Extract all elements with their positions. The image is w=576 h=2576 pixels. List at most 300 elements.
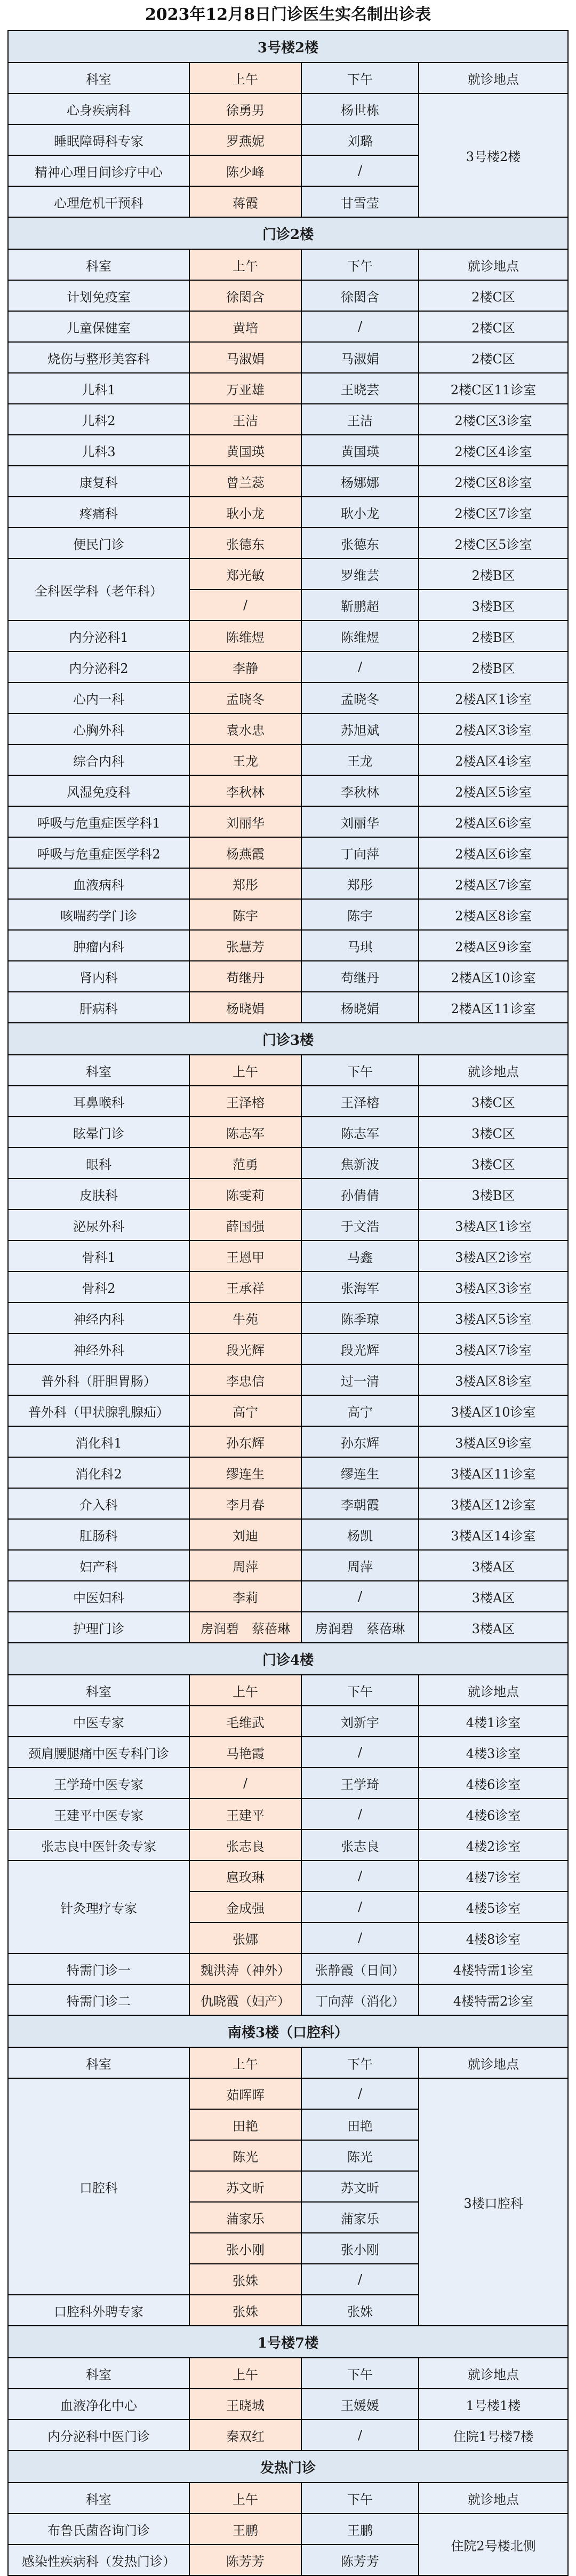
pm-doctor-cell: 丁向萍: [301, 837, 419, 868]
location-cell: 4楼1诊室: [419, 1706, 568, 1737]
location-cell: 3楼A区14诊室: [419, 1519, 568, 1550]
table-row: [8, 466, 568, 497]
am-doctor-cell: 张姝: [189, 2295, 301, 2326]
pm-doctor-cell: 缪连生: [301, 1457, 419, 1488]
table-row: [8, 435, 568, 466]
pm-doctor-cell: 王媛媛: [301, 2389, 419, 2420]
table-row: [8, 1271, 568, 1302]
pm-doctor-cell: 李朝霞: [301, 1488, 419, 1519]
am-doctor-cell: 张姝: [189, 2264, 301, 2295]
location-cell: 住院2号楼北侧: [419, 2514, 568, 2575]
schedule-body: [8, 30, 568, 2575]
table-row: [8, 1519, 568, 1550]
am-doctor-cell: 李秋林: [189, 775, 301, 806]
am-doctor-cell: 耿小龙: [189, 497, 301, 528]
am-doctor-cell: 陈雯莉: [189, 1179, 301, 1210]
pm-doctor-cell: 马淑娟: [301, 342, 419, 373]
location-cell: 3楼A区2诊室: [419, 1241, 568, 1271]
dept-cell: 王学琦中医专家: [8, 1768, 189, 1799]
am-doctor-cell: 郑光敏: [189, 559, 301, 590]
pm-doctor-cell: 丁向萍（消化）: [301, 1984, 419, 2015]
am-doctor-cell: 张德东: [189, 528, 301, 559]
pm-doctor-cell: 杨晓娟: [301, 992, 419, 1023]
pm-doctor-cell: 王鹏: [301, 2514, 419, 2545]
am-doctor-cell: 苏文昕: [189, 2171, 301, 2202]
pm-doctor-cell: 靳鹏超: [301, 590, 419, 621]
location-cell: 2楼A区4诊室: [419, 744, 568, 775]
dept-cell: 消化科1: [8, 1426, 189, 1457]
column-header-row: [8, 1675, 568, 1706]
dept-cell: 心身疾病科: [8, 93, 189, 124]
location-cell: 4楼7诊室: [419, 1861, 568, 1891]
dept-cell: 中医妇科: [8, 1581, 189, 1612]
table-row: [8, 1581, 568, 1612]
dept-cell: 综合内科: [8, 744, 189, 775]
am-doctor-cell: 袁水忠: [189, 713, 301, 744]
am-doctor-cell: 蒋霞: [189, 186, 301, 217]
location-cell: 3楼A区9诊室: [419, 1426, 568, 1457]
am-doctor-cell: 周萍: [189, 1550, 301, 1581]
pm-doctor-cell: 郑彤: [301, 868, 419, 899]
am-doctor-cell: 李静: [189, 651, 301, 682]
header-loc: 就诊地点: [419, 2483, 568, 2514]
location-cell: 4楼特需2诊室: [419, 1984, 568, 2015]
am-doctor-cell: 万亚雄: [189, 373, 301, 404]
dept-cell: 布鲁氏菌咨询门诊: [8, 2514, 189, 2545]
dept-cell: 消化科2: [8, 1457, 189, 1488]
dept-cell: 内分泌科2: [8, 651, 189, 682]
location-cell: 3楼B区: [419, 590, 568, 621]
section-header: [8, 1023, 568, 1055]
header-loc: 就诊地点: [419, 2358, 568, 2389]
dept-cell: 血液净化中心: [8, 2389, 189, 2420]
am-doctor-cell: 陈光: [189, 2140, 301, 2171]
table-row: [8, 1706, 568, 1737]
section-title: 南楼3楼（口腔科）: [8, 2015, 568, 2047]
schedule-table: [7, 30, 569, 2576]
location-cell: 3楼口腔科: [419, 2078, 568, 2326]
dept-cell: 呼吸与危重症医学科2: [8, 837, 189, 868]
location-cell: 3楼C区: [419, 1148, 568, 1179]
location-cell: 2楼C区4诊室: [419, 435, 568, 466]
table-row: [8, 2420, 568, 2451]
am-doctor-cell: 马淑娟: [189, 342, 301, 373]
dept-cell: 肛肠科: [8, 1519, 189, 1550]
dept-cell: 妇产科: [8, 1550, 189, 1581]
pm-doctor-cell: 甘雪莹: [301, 186, 419, 217]
dept-cell: 王建平中医专家: [8, 1799, 189, 1830]
section-header: [8, 2326, 568, 2358]
dept-cell: 内分泌科1: [8, 621, 189, 651]
am-doctor-cell: 王建平: [189, 1799, 301, 1830]
table-row: [8, 497, 568, 528]
table-row: [8, 651, 568, 682]
section-title: 门诊3楼: [8, 1023, 568, 1055]
am-doctor-cell: 苟继丹: [189, 961, 301, 992]
location-cell: 2楼A区9诊室: [419, 930, 568, 961]
am-doctor-cell: 王洁: [189, 404, 301, 435]
pm-doctor-cell: 刘丽华: [301, 806, 419, 837]
location-cell: 2楼B区: [419, 651, 568, 682]
am-doctor-cell: 牛苑: [189, 1302, 301, 1333]
dept-cell: 耳鼻喉科: [8, 1086, 189, 1117]
table-row: [8, 280, 568, 311]
dept-cell: 张志良中医针灸专家: [8, 1830, 189, 1861]
am-doctor-cell: 刘丽华: [189, 806, 301, 837]
am-doctor-cell: 张娜: [189, 1922, 301, 1953]
table-row: [8, 311, 568, 342]
header-loc: 就诊地点: [419, 249, 568, 280]
pm-doctor-cell: 段光辉: [301, 1333, 419, 1364]
column-header-row: [8, 2483, 568, 2514]
dept-cell: 儿科3: [8, 435, 189, 466]
section-title: 发热门诊: [8, 2451, 568, 2483]
am-doctor-cell: 陈少峰: [189, 155, 301, 186]
pm-doctor-cell: 于文浩: [301, 1210, 419, 1241]
table-row: [8, 1333, 568, 1364]
section-header: [8, 30, 568, 62]
dept-cell: 疼痛科: [8, 497, 189, 528]
pm-doctor-cell: 王晓芸: [301, 373, 419, 404]
table-row: [8, 713, 568, 744]
pm-doctor-cell: 杨世栋: [301, 93, 419, 124]
table-row: [8, 1117, 568, 1148]
pm-doctor-cell: 张姝: [301, 2295, 419, 2326]
table-row: [8, 744, 568, 775]
location-cell: 3楼A区10诊室: [419, 1395, 568, 1426]
dept-cell: 骨科2: [8, 1271, 189, 1302]
dept-cell: 内分泌科中医门诊: [8, 2420, 189, 2451]
table-row: [8, 342, 568, 373]
dept-cell: 烧伤与整形美容科: [8, 342, 189, 373]
pm-doctor-cell: /: [301, 1922, 419, 1953]
pm-doctor-cell: /: [301, 1891, 419, 1922]
header-dept: 科室: [8, 1675, 189, 1706]
dept-cell: 泌尿外科: [8, 1210, 189, 1241]
location-cell: 3楼A区: [419, 1612, 568, 1643]
location-cell: 2楼A区10诊室: [419, 961, 568, 992]
table-row: [8, 868, 568, 899]
dept-cell: 感染性疾病科（发热门诊）: [8, 2545, 189, 2575]
section-title: 门诊2楼: [8, 217, 568, 249]
am-doctor-cell: 田艳: [189, 2109, 301, 2140]
am-doctor-cell: 马艳霞: [189, 1737, 301, 1768]
table-row: [8, 682, 568, 713]
pm-doctor-cell: /: [301, 311, 419, 342]
dept-cell: 针灸理疗专家: [8, 1861, 189, 1953]
header-pm: 下午: [301, 1055, 419, 1086]
table-row: [8, 1210, 568, 1241]
am-doctor-cell: 王泽榕: [189, 1086, 301, 1117]
pm-doctor-cell: 徐閎含: [301, 280, 419, 311]
location-cell: 3楼A区5诊室: [419, 1302, 568, 1333]
table-row: [8, 961, 568, 992]
dept-cell: 全科医学科（老年科）: [8, 559, 189, 621]
table-row: [8, 2389, 568, 2420]
location-cell: 3楼A区7诊室: [419, 1333, 568, 1364]
am-doctor-cell: 张慧芳: [189, 930, 301, 961]
location-cell: 4楼6诊室: [419, 1799, 568, 1830]
pm-doctor-cell: 刘璐: [301, 124, 419, 155]
pm-doctor-cell: 陈光: [301, 2140, 419, 2171]
pm-doctor-cell: /: [301, 651, 419, 682]
table-row: [8, 2078, 568, 2109]
table-row: [8, 1426, 568, 1457]
dept-cell: 咳喘药学门诊: [8, 899, 189, 930]
dept-cell: 皮肤科: [8, 1179, 189, 1210]
pm-doctor-cell: 马琪: [301, 930, 419, 961]
table-row: [8, 992, 568, 1023]
location-cell: 4楼8诊室: [419, 1922, 568, 1953]
am-doctor-cell: /: [189, 1768, 301, 1799]
location-cell: 2楼A区11诊室: [419, 992, 568, 1023]
am-doctor-cell: 陈维煜: [189, 621, 301, 651]
location-cell: 2楼A区6诊室: [419, 837, 568, 868]
dept-cell: 口腔科外聘专家: [8, 2295, 189, 2326]
table-row: [8, 1984, 568, 2015]
location-cell: 2楼C区5诊室: [419, 528, 568, 559]
pm-doctor-cell: 耿小龙: [301, 497, 419, 528]
am-doctor-cell: 金成强: [189, 1891, 301, 1922]
am-doctor-cell: 李忠信: [189, 1364, 301, 1395]
header-dept: 科室: [8, 62, 189, 93]
location-cell: 3楼A区3诊室: [419, 1271, 568, 1302]
pm-doctor-cell: 张静霞（日间）: [301, 1953, 419, 1984]
pm-doctor-cell: 陈宇: [301, 899, 419, 930]
pm-doctor-cell: /: [301, 1799, 419, 1830]
table-row: [8, 1364, 568, 1395]
am-doctor-cell: 徐閎含: [189, 280, 301, 311]
pm-doctor-cell: 陈维煜: [301, 621, 419, 651]
pm-doctor-cell: 张志良: [301, 1830, 419, 1861]
am-doctor-cell: 张小刚: [189, 2233, 301, 2264]
am-doctor-cell: 秦双红: [189, 2420, 301, 2451]
table-row: [8, 1086, 568, 1117]
table-row: [8, 621, 568, 651]
table-row: [8, 806, 568, 837]
header-pm: 下午: [301, 1675, 419, 1706]
am-doctor-cell: 杨燕霞: [189, 837, 301, 868]
am-doctor-cell: 王龙: [189, 744, 301, 775]
am-doctor-cell: 王鹏: [189, 2514, 301, 2545]
am-doctor-cell: 毛维武: [189, 1706, 301, 1737]
am-doctor-cell: 曾兰蕊: [189, 466, 301, 497]
location-cell: 2楼C区3诊室: [419, 404, 568, 435]
table-row: [8, 1179, 568, 1210]
dept-cell: 眼科: [8, 1148, 189, 1179]
section-title: 1号楼7楼: [8, 2326, 568, 2358]
dept-cell: 康复科: [8, 466, 189, 497]
location-cell: 4楼5诊室: [419, 1891, 568, 1922]
dept-cell: 心胸外科: [8, 713, 189, 744]
am-doctor-cell: 茹晖晖: [189, 2078, 301, 2109]
column-header-row: [8, 1055, 568, 1086]
am-doctor-cell: 薛国强: [189, 1210, 301, 1241]
location-cell: 3楼A区: [419, 1550, 568, 1581]
header-loc: 就诊地点: [419, 1055, 568, 1086]
am-doctor-cell: 王承祥: [189, 1271, 301, 1302]
location-cell: 3楼A区11诊室: [419, 1457, 568, 1488]
dept-cell: 普外科（肝胆胃肠）: [8, 1364, 189, 1395]
am-doctor-cell: 李月春: [189, 1488, 301, 1519]
pm-doctor-cell: 苏文昕: [301, 2171, 419, 2202]
am-doctor-cell: 徐勇男: [189, 93, 301, 124]
table-row: [8, 1550, 568, 1581]
header-am: 上午: [189, 1055, 301, 1086]
am-doctor-cell: 扈玫琳: [189, 1861, 301, 1891]
section-header: [8, 2015, 568, 2047]
am-doctor-cell: 范勇: [189, 1148, 301, 1179]
location-cell: 4楼3诊室: [419, 1737, 568, 1768]
dept-cell: 口腔科: [8, 2078, 189, 2295]
pm-doctor-cell: 张海军: [301, 1271, 419, 1302]
am-doctor-cell: 缪连生: [189, 1457, 301, 1488]
am-doctor-cell: 杨晓娟: [189, 992, 301, 1023]
location-cell: 2楼C区: [419, 311, 568, 342]
header-dept: 科室: [8, 2047, 189, 2078]
location-cell: 3楼B区: [419, 1179, 568, 1210]
header-dept: 科室: [8, 2483, 189, 2514]
am-doctor-cell: 李莉: [189, 1581, 301, 1612]
column-header-row: [8, 249, 568, 280]
header-am: 上午: [189, 2358, 301, 2389]
am-doctor-cell: 孙东辉: [189, 1426, 301, 1457]
dept-cell: 中医专家: [8, 1706, 189, 1737]
am-doctor-cell: 罗燕妮: [189, 124, 301, 155]
pm-doctor-cell: 王洁: [301, 404, 419, 435]
location-cell: 3楼A区8诊室: [419, 1364, 568, 1395]
location-cell: 2楼A区1诊室: [419, 682, 568, 713]
header-am: 上午: [189, 2047, 301, 2078]
pm-doctor-cell: 罗维芸: [301, 559, 419, 590]
table-row: [8, 1241, 568, 1271]
dept-cell: 心理危机干预科: [8, 186, 189, 217]
pm-doctor-cell: 张德东: [301, 528, 419, 559]
header-dept: 科室: [8, 249, 189, 280]
am-doctor-cell: 陈志军: [189, 1117, 301, 1148]
dept-cell: 血液病科: [8, 868, 189, 899]
am-doctor-cell: 黄国瑛: [189, 435, 301, 466]
pm-doctor-cell: 刘新宇: [301, 1706, 419, 1737]
section-title: 3号楼2楼: [8, 30, 568, 62]
am-doctor-cell: 王晓城: [189, 2389, 301, 2420]
pm-doctor-cell: 陈志军: [301, 1117, 419, 1148]
am-doctor-cell: 张志良: [189, 1830, 301, 1861]
pm-doctor-cell: /: [301, 2078, 419, 2109]
table-row: [8, 1395, 568, 1426]
table-row: [8, 559, 568, 590]
am-doctor-cell: 房润碧 蔡蓓琳: [189, 1612, 301, 1643]
table-row: [8, 930, 568, 961]
am-doctor-cell: 高宁: [189, 1395, 301, 1426]
pm-doctor-cell: /: [301, 1861, 419, 1891]
location-cell: 2楼C区: [419, 280, 568, 311]
pm-doctor-cell: /: [301, 2420, 419, 2451]
am-doctor-cell: 孟晓冬: [189, 682, 301, 713]
pm-doctor-cell: /: [301, 1737, 419, 1768]
pm-doctor-cell: 黄国瑛: [301, 435, 419, 466]
pm-doctor-cell: 苟继丹: [301, 961, 419, 992]
pm-doctor-cell: 陈季琼: [301, 1302, 419, 1333]
dept-cell: 儿科1: [8, 373, 189, 404]
dept-cell: 精神心理日间诊疗中心: [8, 155, 189, 186]
am-doctor-cell: 陈宇: [189, 899, 301, 930]
table-row: [8, 93, 568, 124]
pm-doctor-cell: 苏旭斌: [301, 713, 419, 744]
location-cell: 2楼C区: [419, 342, 568, 373]
pm-doctor-cell: 焦新波: [301, 1148, 419, 1179]
pm-doctor-cell: 张小刚: [301, 2233, 419, 2264]
location-cell: 2楼A区7诊室: [419, 868, 568, 899]
table-row: [8, 1612, 568, 1643]
am-doctor-cell: 黄培: [189, 311, 301, 342]
location-cell: 2楼B区: [419, 621, 568, 651]
table-row: [8, 404, 568, 435]
dept-cell: 特需门诊一: [8, 1953, 189, 1984]
dept-cell: 睡眠障碍科专家: [8, 124, 189, 155]
table-row: [8, 1488, 568, 1519]
pm-doctor-cell: 陈芳芳: [301, 2545, 419, 2575]
pm-doctor-cell: 李秋林: [301, 775, 419, 806]
dept-cell: 便民门诊: [8, 528, 189, 559]
table-row: [8, 1861, 568, 1891]
location-cell: 2楼B区: [419, 559, 568, 590]
location-cell: 1号楼1楼: [419, 2389, 568, 2420]
am-doctor-cell: /: [189, 590, 301, 621]
location-cell: 2楼A区5诊室: [419, 775, 568, 806]
dept-cell: 介入科: [8, 1488, 189, 1519]
location-cell: 2楼A区3诊室: [419, 713, 568, 744]
dept-cell: 护理门诊: [8, 1612, 189, 1643]
am-doctor-cell: 王恩甲: [189, 1241, 301, 1271]
pm-doctor-cell: 田艳: [301, 2109, 419, 2140]
location-cell: 4楼特需1诊室: [419, 1953, 568, 1984]
am-doctor-cell: 郑彤: [189, 868, 301, 899]
section-header: [8, 2451, 568, 2483]
dept-cell: 计划免疫室: [8, 280, 189, 311]
pm-doctor-cell: /: [301, 2264, 419, 2295]
am-doctor-cell: 蒲家乐: [189, 2202, 301, 2233]
dept-cell: 肿瘤内科: [8, 930, 189, 961]
header-am: 上午: [189, 62, 301, 93]
location-cell: 2楼C区7诊室: [419, 497, 568, 528]
pm-doctor-cell: /: [301, 155, 419, 186]
location-cell: 3楼A区12诊室: [419, 1488, 568, 1519]
am-doctor-cell: 魏洪涛（神外）: [189, 1953, 301, 1984]
am-doctor-cell: 陈芳芳: [189, 2545, 301, 2575]
pm-doctor-cell: 房润碧 蔡蓓琳: [301, 1612, 419, 1643]
pm-doctor-cell: 周萍: [301, 1550, 419, 1581]
location-cell: 2楼A区6诊室: [419, 806, 568, 837]
header-loc: 就诊地点: [419, 62, 568, 93]
pm-doctor-cell: 孙倩倩: [301, 1179, 419, 1210]
pm-doctor-cell: 孙东辉: [301, 1426, 419, 1457]
page-title: 2023年12月8日门诊医生实名制出诊表: [145, 5, 431, 24]
column-header-row: [8, 2358, 568, 2389]
dept-cell: 普外科（甲状腺乳腺疝）: [8, 1395, 189, 1426]
section-header: [8, 1643, 568, 1675]
header-loc: 就诊地点: [419, 2047, 568, 2078]
dept-cell: 风湿免疫科: [8, 775, 189, 806]
location-cell: 3号楼2楼: [419, 93, 568, 217]
column-header-row: [8, 62, 568, 93]
pm-doctor-cell: 杨娜娜: [301, 466, 419, 497]
dept-cell: 眩晕门诊: [8, 1117, 189, 1148]
location-cell: 4楼6诊室: [419, 1768, 568, 1799]
table-row: [8, 1148, 568, 1179]
header-dept: 科室: [8, 1055, 189, 1086]
location-cell: 4楼2诊室: [419, 1830, 568, 1861]
